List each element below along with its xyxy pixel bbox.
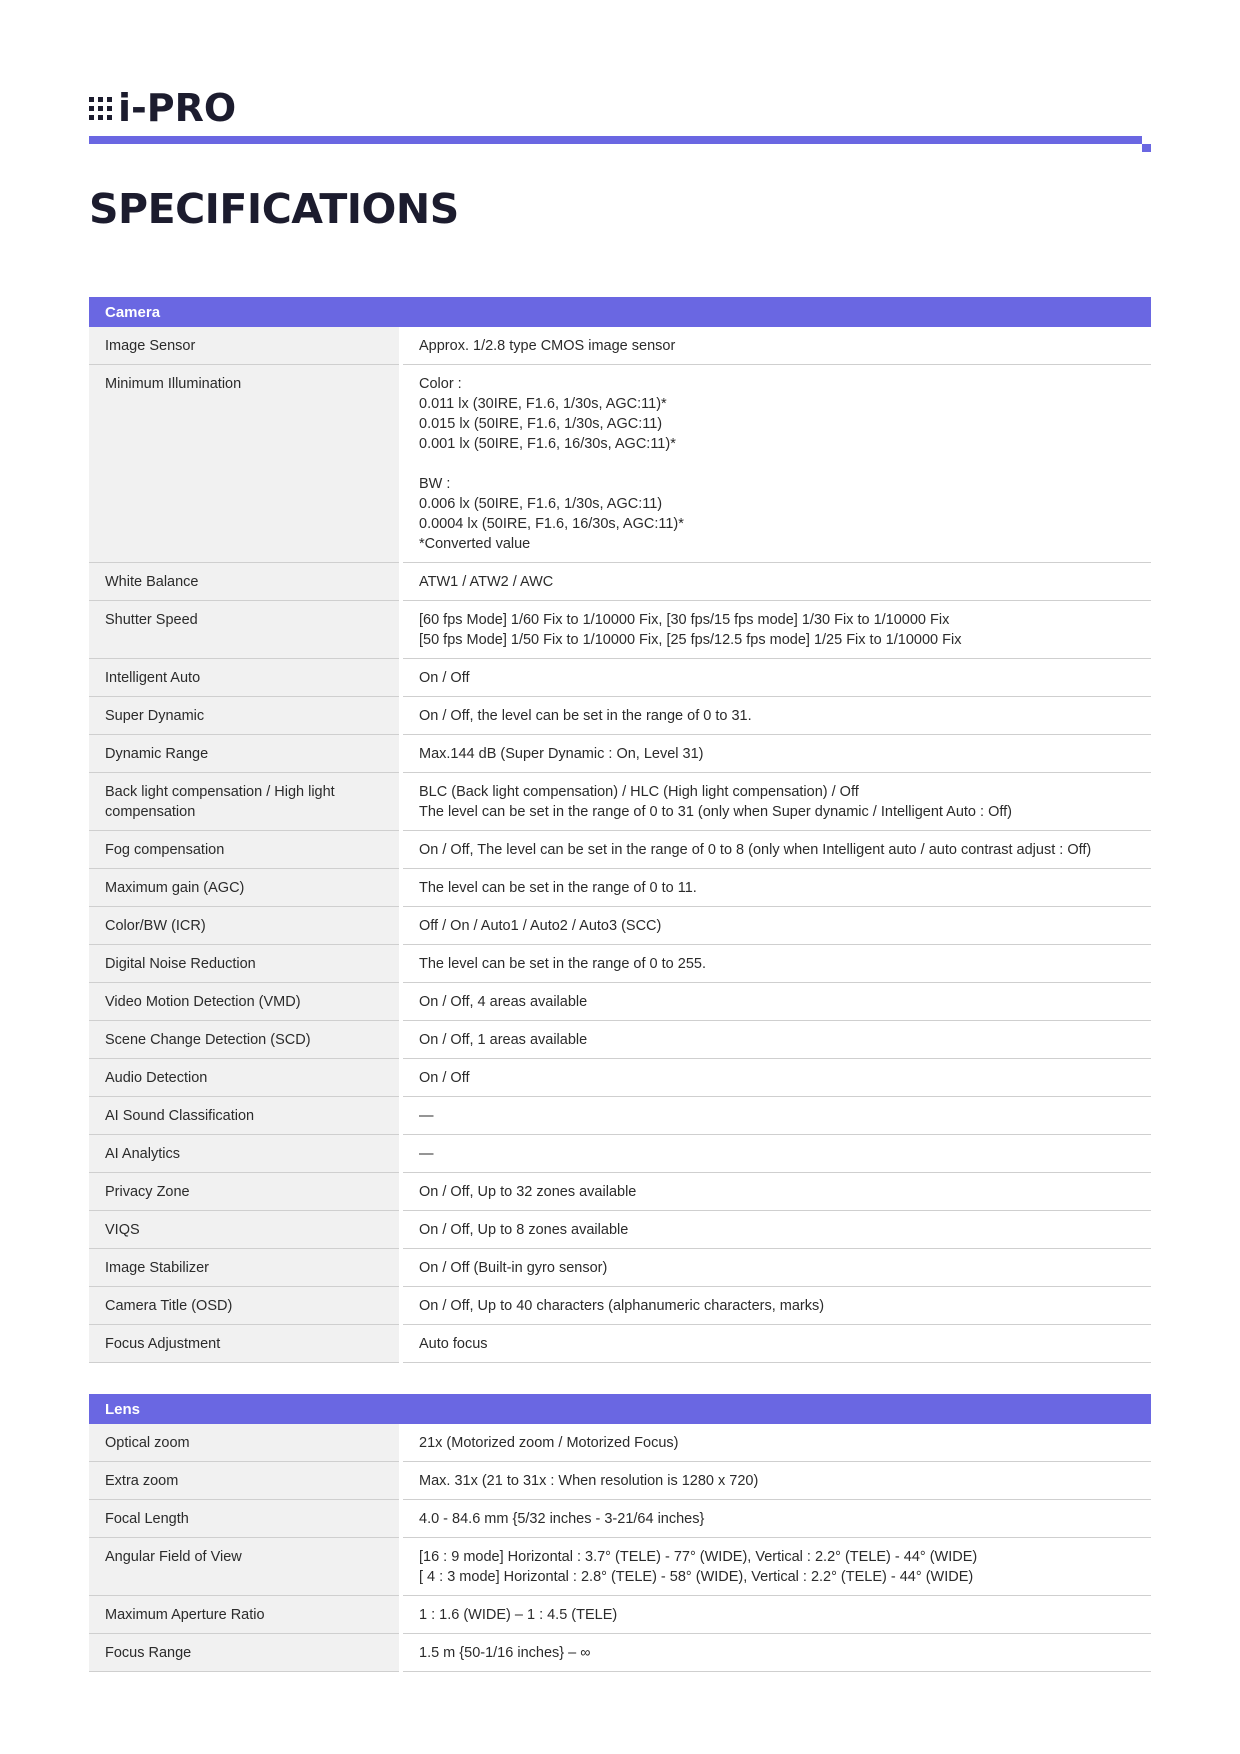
- logo-dots-icon: [89, 97, 112, 120]
- spec-value: [401, 1538, 1151, 1596]
- spec-row: [89, 1500, 1151, 1538]
- spec-value: [401, 327, 1151, 365]
- logo-text: i-PRO: [118, 86, 237, 130]
- spec-value-line: *Converted value: [419, 536, 531, 552]
- spec-row: [89, 831, 1151, 869]
- spec-label: Super Dynamic: [89, 697, 401, 735]
- header-rule: [89, 136, 1142, 144]
- spec-value-line: On / Off (Built-in gyro sensor): [419, 1260, 608, 1276]
- spec-value-line: The level can be set in the range of 0 to 31 (only when Super dynamic / Intelligent Auto : Off): [419, 804, 1012, 820]
- section-header-lens: Lens: [89, 1394, 1151, 1424]
- spec-value-line: 1.5 m {50-1/16 inches} – ∞: [419, 1645, 591, 1661]
- spec-row: [89, 327, 1151, 365]
- spec-value-line: 0.015 lx (50IRE, F1.6, 1/30s, AGC:11): [419, 416, 663, 432]
- spec-value-line: BLC (Back light compensation) / HLC (High light compensation) / Off: [419, 784, 859, 800]
- spec-row: [89, 1211, 1151, 1249]
- spec-label: Intelligent Auto: [89, 659, 401, 697]
- spec-value-line: On / Off, the level can be set in the range of 0 to 31.: [419, 708, 752, 724]
- spec-row: [89, 1287, 1151, 1325]
- spec-row: [89, 1634, 1151, 1672]
- spec-row: [89, 1538, 1151, 1596]
- spec-row: [89, 945, 1151, 983]
- spec-value: [401, 659, 1151, 697]
- spec-row: [89, 659, 1151, 697]
- spec-value: [401, 735, 1151, 773]
- spec-row: [89, 1596, 1151, 1634]
- spec-value-line: Max.144 dB (Super Dynamic : On, Level 31): [419, 746, 704, 762]
- spec-value-line: On / Off, The level can be set in the range of 0 to 8 (only when Intelligent auto / auto contrast adjust : Off): [419, 842, 1092, 858]
- spec-label: AI Sound Classification: [89, 1097, 401, 1135]
- spec-label: Color/BW (ICR): [89, 907, 401, 945]
- spec-label: Maximum Aperture Ratio: [89, 1596, 401, 1634]
- spec-label: Minimum Illumination: [89, 365, 401, 563]
- spec-value: [401, 1596, 1151, 1634]
- spec-value: [401, 773, 1151, 831]
- spec-value-line: 21x (Motorized zoom / Motorized Focus): [419, 1435, 679, 1451]
- spec-value-line: 0.0004 lx (50IRE, F1.6, 16/30s, AGC:11)*: [419, 516, 684, 532]
- spec-value-line: 0.006 lx (50IRE, F1.6, 1/30s, AGC:11): [419, 496, 663, 512]
- spec-label: Focus Range: [89, 1634, 401, 1672]
- lens-spec-table: [89, 1394, 1151, 1672]
- spec-row: [89, 1325, 1151, 1363]
- spec-value-line: On / Off, Up to 40 characters (alphanumeric characters, marks): [419, 1298, 825, 1314]
- spec-row: [89, 869, 1151, 907]
- spec-row: [89, 1097, 1151, 1135]
- spec-row: [89, 601, 1151, 659]
- spec-row: [89, 697, 1151, 735]
- spec-label: Optical zoom: [89, 1424, 401, 1462]
- spec-label: Focal Length: [89, 1500, 401, 1538]
- spec-row: [89, 983, 1151, 1021]
- spec-row: [89, 1021, 1151, 1059]
- spec-value: [401, 1173, 1151, 1211]
- spec-value-line: The level can be set in the range of 0 to 11.: [419, 880, 697, 896]
- spec-label: Dynamic Range: [89, 735, 401, 773]
- spec-value: [401, 869, 1151, 907]
- spec-label: Video Motion Detection (VMD): [89, 983, 401, 1021]
- spec-row: [89, 735, 1151, 773]
- spec-value-line: Approx. 1/2.8 type CMOS image sensor: [419, 338, 676, 354]
- spec-value-line: On / Off, Up to 8 zones available: [419, 1222, 629, 1238]
- spec-row: [89, 563, 1151, 601]
- spec-value: [401, 697, 1151, 735]
- spec-value-line: 1 : 1.6 (WIDE) – 1 : 4.5 (TELE): [419, 1607, 618, 1623]
- spec-value-line: Auto focus: [419, 1336, 488, 1352]
- spec-row: [89, 773, 1151, 831]
- spec-label: Back light compensation / High light compensation: [89, 773, 401, 831]
- spec-value-line: [60 fps Mode] 1/60 Fix to 1/10000 Fix, [30 fps/15 fps mode] 1/30 Fix to 1/10000 Fix: [419, 612, 950, 628]
- spec-label: Camera Title (OSD): [89, 1287, 401, 1325]
- spec-value: [401, 1135, 1151, 1173]
- spec-label: Maximum gain (AGC): [89, 869, 401, 907]
- spec-value-line: 0.001 lx (50IRE, F1.6, 16/30s, AGC:11)*: [419, 436, 676, 452]
- spec-label: VIQS: [89, 1211, 401, 1249]
- spec-label: Scene Change Detection (SCD): [89, 1021, 401, 1059]
- spec-label: White Balance: [89, 563, 401, 601]
- spec-value-line: Max. 31x (21 to 31x : When resolution is 1280 x 720): [419, 1473, 759, 1489]
- spec-row: [89, 1173, 1151, 1211]
- spec-value: [401, 1287, 1151, 1325]
- spec-value: [401, 1097, 1151, 1135]
- spec-value: [401, 983, 1151, 1021]
- spec-value: [401, 601, 1151, 659]
- spec-value: [401, 1462, 1151, 1500]
- spec-value-line: Off / On / Auto1 / Auto2 / Auto3 (SCC): [419, 918, 662, 934]
- spec-value: [401, 1325, 1151, 1363]
- spec-row: [89, 1424, 1151, 1462]
- spec-value-line: On / Off, 4 areas available: [419, 994, 588, 1010]
- spec-value-line: —: [419, 1108, 434, 1124]
- spec-value-line: ATW1 / ATW2 / AWC: [419, 574, 554, 590]
- spec-row: [89, 1059, 1151, 1097]
- spec-label: Shutter Speed: [89, 601, 401, 659]
- spec-value-line: [16 : 9 mode] Horizontal : 3.7° (TELE) - 77° (WIDE), Vertical : 2.2° (TELE) - 44° (WIDE): [419, 1549, 978, 1565]
- spec-row: [89, 1462, 1151, 1500]
- spec-label: Image Sensor: [89, 327, 401, 365]
- spec-value: [401, 563, 1151, 601]
- spec-value-line: On / Off, Up to 32 zones available: [419, 1184, 637, 1200]
- header-rule-tip: [1142, 144, 1151, 152]
- spec-value-line: —: [419, 1146, 434, 1162]
- spec-value: [401, 1249, 1151, 1287]
- spec-value-line: On / Off: [419, 1070, 470, 1086]
- spec-label: Focus Adjustment: [89, 1325, 401, 1363]
- spec-value: [401, 1021, 1151, 1059]
- spec-value-line: [ 4 : 3 mode] Horizontal : 2.8° (TELE) - 58° (WIDE), Vertical : 2.2° (TELE) - 44° (WIDE): [419, 1569, 974, 1585]
- spec-value-line: On / Off: [419, 670, 470, 686]
- spec-value-line: [50 fps Mode] 1/50 Fix to 1/10000 Fix, [25 fps/12.5 fps mode] 1/25 Fix to 1/10000 Fix: [419, 632, 962, 648]
- spec-value: [401, 945, 1151, 983]
- section-header-camera: Camera: [89, 297, 1151, 327]
- spec-label: Privacy Zone: [89, 1173, 401, 1211]
- spec-label: Digital Noise Reduction: [89, 945, 401, 983]
- spec-value: [401, 1634, 1151, 1672]
- spec-label: Extra zoom: [89, 1462, 401, 1500]
- spec-value: [401, 1059, 1151, 1097]
- spec-value: [401, 365, 1151, 563]
- camera-spec-table: [89, 297, 1151, 1363]
- spec-row: [89, 1249, 1151, 1287]
- spec-row: [89, 365, 1151, 563]
- spec-value-line: [419, 454, 1135, 474]
- spec-label: Angular Field of View: [89, 1538, 401, 1596]
- spec-value-line: Color :: [419, 376, 462, 392]
- brand-logo: [89, 88, 236, 128]
- spec-label: Fog compensation: [89, 831, 401, 869]
- spec-label: Image Stabilizer: [89, 1249, 401, 1287]
- spec-row: [89, 907, 1151, 945]
- page-title: SPECIFICATIONS: [89, 185, 459, 233]
- spec-value: [401, 1424, 1151, 1462]
- spec-label: Audio Detection: [89, 1059, 401, 1097]
- spec-value-line: The level can be set in the range of 0 to 255.: [419, 956, 706, 972]
- spec-value-line: 4.0 - 84.6 mm {5/32 inches - 3-21/64 inches}: [419, 1511, 705, 1527]
- spec-value: [401, 1500, 1151, 1538]
- spec-value: [401, 907, 1151, 945]
- spec-value: [401, 831, 1151, 869]
- spec-value-line: BW :: [419, 476, 451, 492]
- spec-row: [89, 1135, 1151, 1173]
- spec-value-line: 0.011 lx (30IRE, F1.6, 1/30s, AGC:11)*: [419, 396, 667, 412]
- spec-label: AI Analytics: [89, 1135, 401, 1173]
- spec-value-line: On / Off, 1 areas available: [419, 1032, 588, 1048]
- spec-value: [401, 1211, 1151, 1249]
